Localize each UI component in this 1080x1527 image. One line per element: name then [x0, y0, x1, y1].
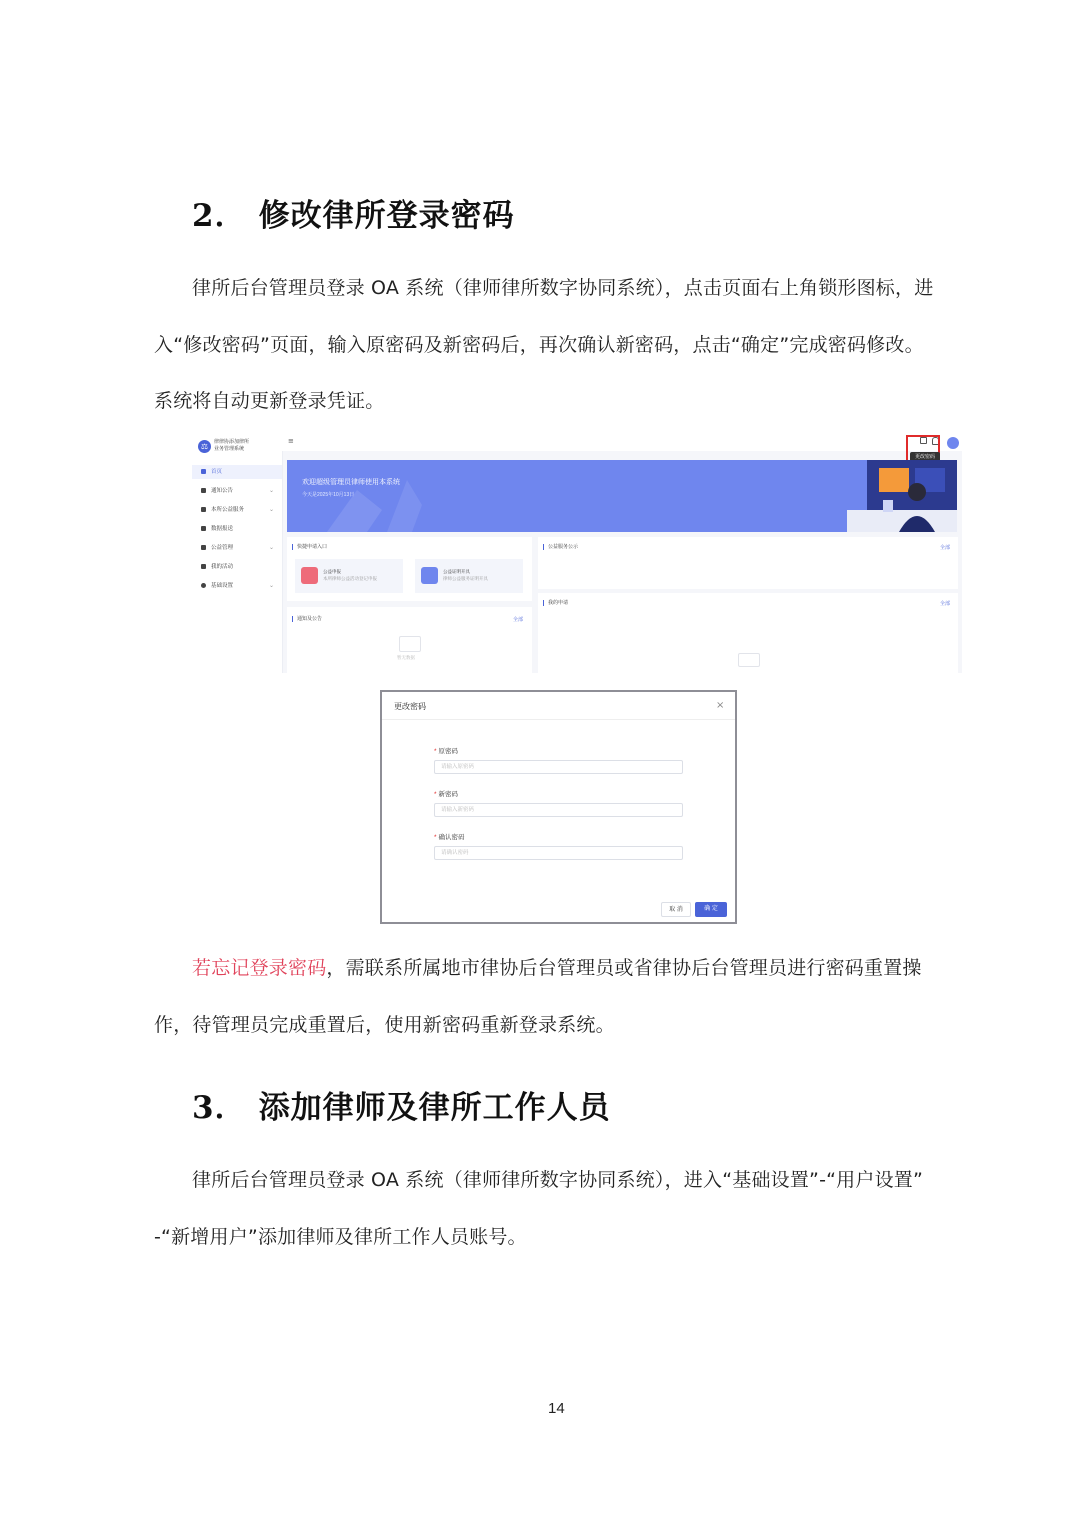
- change-password-dialog: [380, 690, 737, 924]
- service-icon: [201, 507, 206, 512]
- app-name: 律律协添加律所 业务管理系统: [214, 439, 250, 452]
- empty-label: 暂无数据: [397, 655, 415, 660]
- notice-panel: [287, 607, 532, 673]
- paragraph-line: -“新增用户”添加律师及律所工作人员账号。: [154, 1226, 527, 1248]
- section-heading: 3． 添加律师及律所工作人员: [192, 1090, 611, 1126]
- document-icon: [301, 567, 318, 584]
- page-number: 14: [548, 1400, 565, 1417]
- empty-box-icon: [738, 653, 760, 667]
- cancel-button[interactable]: 取 消: [661, 902, 691, 917]
- sidebar-item-public-service[interactable]: 本所公益服务 ⌄: [192, 503, 282, 517]
- quick-entry-panel: [287, 537, 532, 601]
- confirm-password-input[interactable]: 请确认密码: [434, 846, 683, 860]
- gear-icon: [201, 583, 206, 588]
- sidebar: [192, 433, 283, 673]
- sidebar-item-settings[interactable]: 基础设置 ⌄: [192, 579, 282, 593]
- notice-icon: [201, 488, 206, 493]
- note-line: 若忘记登录密码，需联系所属地市律协后台管理员或省律协后台管理员进行密码重置操: [192, 957, 922, 979]
- certificate-icon: [421, 567, 438, 584]
- chevron-down-icon: ⌄: [268, 583, 274, 589]
- manage-icon: [201, 545, 206, 550]
- certificate-card[interactable]: 公益证明开具 律师公益服务证明开具: [415, 559, 523, 593]
- chevron-down-icon: ⌄: [268, 488, 274, 494]
- section-heading: 2． 修改律所登录密码: [192, 198, 515, 234]
- my-apply-panel: [538, 593, 958, 673]
- sidebar-item-notice[interactable]: 通知公告 ⌄: [192, 484, 282, 498]
- confirm-password-label: * 确认密码: [434, 834, 465, 841]
- new-password-label: * 新密码: [434, 791, 459, 798]
- sidebar-item-my-activity[interactable]: 我的活动: [192, 560, 282, 574]
- panel-title: 公益服务公示: [543, 544, 578, 550]
- chevron-down-icon: ⌄: [268, 507, 274, 513]
- panel-title: 我的申请: [543, 600, 568, 606]
- divider: [382, 719, 737, 720]
- section-title: 修改律所登录密码: [258, 198, 515, 234]
- empty-box-icon: [399, 636, 421, 652]
- paragraph-line: 律所后台管理员登录 OA 系统（律师律所数字协同系统），点击页面右上角锁形图标，进: [192, 277, 934, 299]
- chevron-down-icon: ⌄: [268, 545, 274, 551]
- old-password-label: * 原密码: [434, 748, 459, 755]
- confirm-button[interactable]: 确 定: [695, 902, 727, 917]
- banner-date: 今天是2025年10月13日: [302, 492, 355, 498]
- sidebar-item-public-manage[interactable]: 公益管理 ⌄: [192, 541, 282, 555]
- banner-title: 欢迎超级管理员律师使用本系统: [302, 479, 400, 486]
- more-link[interactable]: 全部: [513, 617, 524, 623]
- old-password-input[interactable]: 请输入原密码: [434, 760, 683, 774]
- public-service-panel: [538, 537, 958, 589]
- panel-title: 通知及公告: [292, 616, 322, 622]
- menu-toggle-icon[interactable]: ≡: [288, 437, 294, 445]
- section-title: 添加律师及律所工作人员: [258, 1090, 611, 1126]
- home-icon: [201, 469, 206, 474]
- paragraph-line: 入“修改密码”页面，输入原密码及新密码后，再次确认新密码，点击“确定”完成密码修改。: [154, 334, 924, 356]
- dialog-title: 更改密码: [394, 702, 426, 711]
- welcome-banner: [287, 460, 957, 532]
- sidebar-item-home[interactable]: 首页: [192, 465, 282, 479]
- banner-illustration: [287, 460, 957, 532]
- apply-card[interactable]: 公益申报 本所律师公益活动登记申报: [295, 559, 403, 593]
- paragraph-line: 系统将自动更新登录凭证。: [154, 390, 385, 412]
- new-password-input[interactable]: 请输入新密码: [434, 803, 683, 817]
- top-bar: [282, 433, 962, 451]
- logo-icon: ⚖: [198, 440, 211, 453]
- close-icon[interactable]: ×: [716, 700, 725, 711]
- oa-home-screenshot: [192, 433, 962, 673]
- forgot-password-highlight: 若忘记登录密码: [192, 957, 327, 979]
- report-icon: [201, 526, 206, 531]
- note-line: 作，待管理员完成重置后，使用新密码重新登录系统。: [154, 1014, 615, 1036]
- change-password-tooltip: 更改密码: [910, 452, 940, 462]
- more-link[interactable]: 全部: [940, 601, 951, 607]
- sidebar-item-data-report[interactable]: 数据报送: [192, 522, 282, 536]
- paragraph-line: 律所后台管理员登录 OA 系统（律师律所数字协同系统），进入“基础设置”-“用户设置”: [192, 1169, 924, 1191]
- panel-title: 快捷申请入口: [292, 544, 327, 550]
- flag-icon: [201, 564, 206, 569]
- avatar[interactable]: [947, 437, 959, 449]
- more-link[interactable]: 全部: [940, 545, 951, 551]
